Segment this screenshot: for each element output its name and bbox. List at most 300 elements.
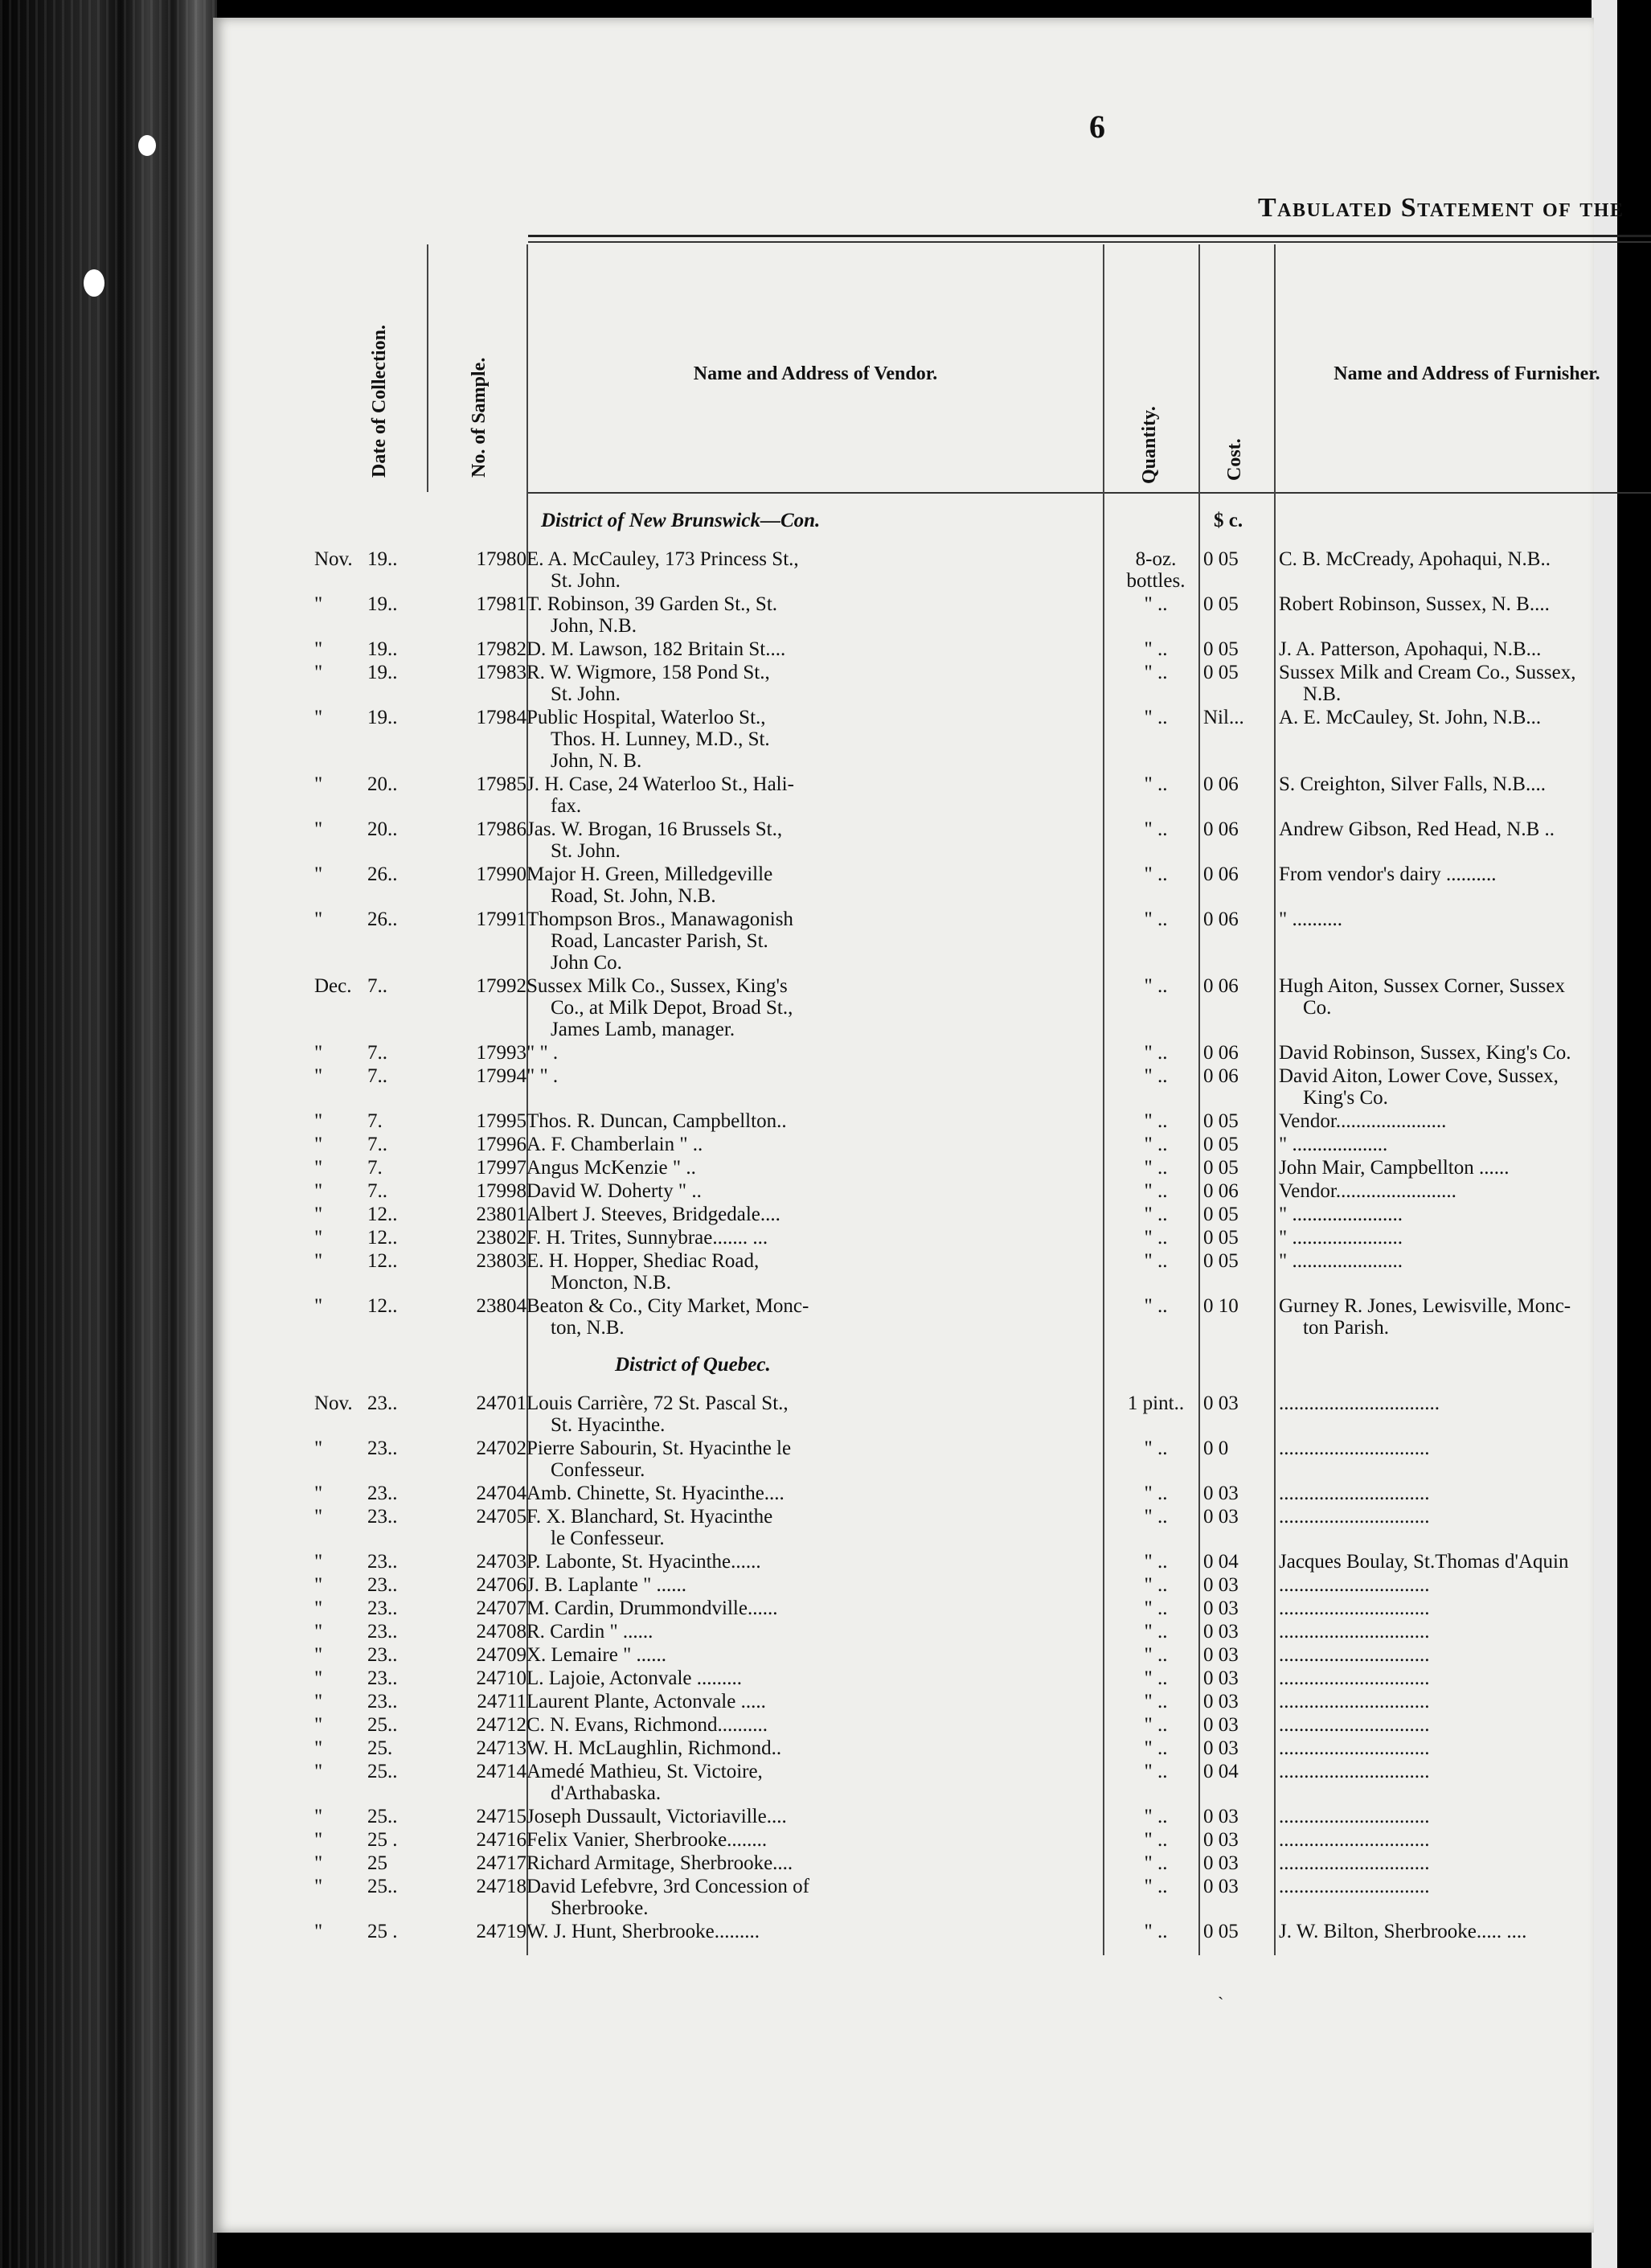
vendor-name-address-line: Louis Carrière, 72 St. Pascal St., [526, 1392, 789, 1414]
furnisher-name-address-line: Andrew Gibson, Red Head, N.B .. [1279, 818, 1555, 840]
vendor-name-address-line: F. X. Blanchard, St. Hyacinthe [526, 1506, 773, 1528]
quantity [1112, 1110, 1200, 1132]
vendor-name-address-line: Sherbrooke. [551, 1897, 649, 1919]
vendor-name-address-line: David Lefebvre, 3rd Concession of [526, 1876, 809, 1897]
vendor-name-address [526, 1157, 1101, 1179]
quantity-line: " .. [1144, 1921, 1168, 1942]
furnisher-name-address-line: Vendor........................ [1279, 1180, 1456, 1202]
sample-number: 17985 [476, 773, 526, 795]
quantity-line: " .. [1144, 1110, 1168, 1132]
vendor-name-address-line: Laurent Plante, Actonvale ..... [526, 1691, 766, 1712]
page-number: 6 [1089, 109, 1105, 145]
vendor-name-address-line: Felix Vanier, Sherbrooke........ [526, 1829, 768, 1851]
collection-day: 19.. [367, 638, 398, 660]
furnisher-name-address [1279, 707, 1651, 728]
collection-day: 23.. [367, 1574, 398, 1596]
furnisher-name-address [1279, 1506, 1651, 1528]
cost: 0 03 [1203, 1714, 1239, 1736]
cost: 0 03 [1203, 1829, 1239, 1851]
quantity-line: " .. [1144, 1761, 1168, 1782]
quantity [1112, 1227, 1200, 1249]
cost: 0 05 [1203, 548, 1239, 570]
quantity-line: " .. [1144, 1621, 1168, 1643]
collection-month: " [314, 1621, 323, 1643]
vendor-name-address-line: Amb. Chinette, St. Hyacinthe.... [526, 1483, 785, 1504]
quantity [1112, 908, 1200, 930]
quantity-line: " .. [1144, 638, 1168, 660]
vendor-name-address-line: X. Lemaire " ...... [526, 1644, 667, 1666]
vendor-name-address-line: fax. [551, 795, 582, 817]
sample-number: 23801 [476, 1204, 526, 1225]
furnisher-name-address [1279, 1134, 1651, 1155]
sample-number: 24713 [476, 1737, 526, 1759]
cost: 0 03 [1203, 1506, 1239, 1528]
furnisher-name-address [1279, 1644, 1651, 1666]
sample-number: 24701 [476, 1392, 526, 1414]
collection-month: " [314, 1065, 323, 1087]
collection-day: 19.. [367, 707, 398, 728]
furnisher-name-address [1279, 1852, 1651, 1874]
cost: 0 04 [1203, 1761, 1239, 1782]
quantity-line: " .. [1144, 1574, 1168, 1596]
quantity [1112, 1876, 1200, 1897]
collection-day: 7.. [367, 1042, 387, 1064]
collection-month: " [314, 1876, 323, 1897]
sample-number: 24707 [476, 1597, 526, 1619]
furnisher-name-address [1279, 1876, 1651, 1897]
furnisher-name-address [1279, 1761, 1651, 1782]
column-divider [1103, 244, 1104, 1955]
furnisher-name-address [1279, 1691, 1651, 1712]
cost: 0 06 [1203, 1180, 1239, 1202]
vendor-name-address-line: Major H. Green, Milledgeville [526, 863, 773, 885]
sample-number: 24718 [476, 1876, 526, 1897]
vendor-name-address-line: Pierre Sabourin, St. Hyacinthe le [526, 1437, 792, 1459]
cost: 0 0 [1203, 1437, 1229, 1459]
vendor-name-address-line: Public Hospital, Waterloo St., [526, 707, 766, 728]
collection-month: " [314, 1110, 323, 1132]
sample-number: 17990 [476, 863, 526, 885]
furnisher-name-address [1279, 773, 1651, 795]
collection-month: " [314, 1714, 323, 1736]
furnisher-name-address-line: .............................. [1279, 1691, 1430, 1712]
collection-day: 23.. [367, 1597, 398, 1619]
collection-day: 20.. [367, 818, 398, 840]
collection-month: " [314, 638, 323, 660]
cost: 0 05 [1203, 1204, 1239, 1225]
sample-number: 17982 [476, 638, 526, 660]
furnisher-name-address [1279, 1110, 1651, 1132]
collection-day: 25 . [367, 1829, 398, 1851]
vendor-name-address-line: John, N. B. [551, 750, 642, 772]
vendor-name-address-line: Thos. R. Duncan, Campbellton.. [526, 1110, 787, 1132]
quantity-line: " .. [1144, 662, 1168, 683]
quantity-line: " .. [1144, 773, 1168, 795]
vendor-name-address [526, 1134, 1101, 1155]
quantity [1112, 1134, 1200, 1155]
furnisher-name-address-line: .............................. [1279, 1644, 1430, 1666]
furnisher-name-address-line: J. A. Patterson, Apohaqui, N.B... [1279, 638, 1542, 660]
vendor-name-address-line: St. John. [551, 840, 621, 862]
vendor-name-address-line: James Lamb, manager. [551, 1019, 735, 1040]
collection-day: 12.. [367, 1295, 398, 1317]
vendor-name-address [526, 1806, 1101, 1827]
furnisher-name-address-line: .............................. [1279, 1761, 1430, 1782]
collection-day: 19.. [367, 662, 398, 683]
furnisher-name-address-line: Vendor...................... [1279, 1110, 1447, 1132]
quantity [1112, 975, 1200, 997]
vendor-name-address-line: John Co. [551, 952, 622, 974]
vendor-name-address-line: St. Hyacinthe. [551, 1414, 666, 1436]
quantity [1112, 1829, 1200, 1851]
sample-number: 17993 [476, 1042, 526, 1064]
vendor-name-address-line: W. J. Hunt, Sherbrooke......... [526, 1921, 760, 1942]
vendor-name-address [526, 1295, 1101, 1339]
quantity [1112, 1574, 1200, 1596]
furnisher-name-address [1279, 1483, 1651, 1504]
header-furnisher: Name and Address of Furnisher. [1334, 363, 1600, 384]
sample-number: 24712 [476, 1714, 526, 1736]
collection-day: 25 . [367, 1921, 398, 1942]
furnisher-name-address-line: " ...................... [1279, 1204, 1403, 1225]
quantity-line: " .. [1144, 1157, 1168, 1179]
quantity-line: " .. [1144, 975, 1168, 997]
vendor-name-address-line: John, N.B. [551, 615, 637, 637]
header-quantity: Quantity. [1139, 406, 1160, 484]
cost: 0 05 [1203, 1110, 1239, 1132]
furnisher-name-address-line: " ...................... [1279, 1227, 1403, 1249]
furnisher-name-address [1279, 1829, 1651, 1851]
vendor-name-address-line: Beaton & Co., City Market, Monc- [526, 1295, 809, 1317]
quantity-line: " .. [1144, 1806, 1168, 1827]
sample-number: 17992 [476, 975, 526, 997]
cost: 0 03 [1203, 1737, 1239, 1759]
collection-month: " [314, 863, 323, 885]
sample-number: 24708 [476, 1621, 526, 1643]
collection-month: " [314, 1134, 323, 1155]
collection-day: 26.. [367, 908, 398, 930]
quantity-line: " .. [1144, 1667, 1168, 1689]
vendor-name-address-line: d'Arthabaska. [551, 1782, 662, 1804]
vendor-name-address [526, 773, 1101, 817]
vendor-name-address-line: Angus McKenzie " .. [526, 1157, 696, 1179]
quantity [1112, 863, 1200, 885]
quantity-line: " .. [1144, 1134, 1168, 1155]
cost: 0 06 [1203, 773, 1239, 795]
sample-number: 17997 [476, 1157, 526, 1179]
furnisher-name-address [1279, 1204, 1651, 1225]
quantity [1112, 1506, 1200, 1528]
sample-number: 17984 [476, 707, 526, 728]
cost: 0 05 [1203, 638, 1239, 660]
header-cost: Cost. [1224, 438, 1245, 481]
sample-number: 17998 [476, 1180, 526, 1202]
vendor-name-address [526, 1667, 1101, 1689]
vendor-name-address [526, 863, 1101, 907]
quantity [1112, 638, 1200, 660]
header-top-rule-2 [528, 241, 1651, 243]
collection-day: 23.. [367, 1483, 398, 1504]
sample-number: 24703 [476, 1551, 526, 1573]
vendor-name-address [526, 1921, 1101, 1942]
vendor-name-address-line: David W. Doherty " .. [526, 1180, 702, 1202]
sample-number: 17981 [476, 593, 526, 615]
quantity-line: 8-oz. [1135, 548, 1177, 570]
furnisher-name-address-line: .............................. [1279, 1667, 1430, 1689]
furnisher-name-address [1279, 1157, 1651, 1179]
sample-number: 17983 [476, 662, 526, 683]
furnisher-name-address-line: .............................. [1279, 1876, 1430, 1897]
furnisher-name-address [1279, 1392, 1651, 1414]
sample-number: 24715 [476, 1806, 526, 1827]
collection-day: 19.. [367, 548, 398, 570]
collection-month: " [314, 908, 323, 930]
furnisher-name-address [1279, 1551, 1651, 1573]
vendor-name-address [526, 1204, 1101, 1225]
sample-number: 24710 [476, 1667, 526, 1689]
cost: 0 06 [1203, 975, 1239, 997]
cost: 0 05 [1203, 1227, 1239, 1249]
quantity [1112, 548, 1200, 592]
collection-day: 23.. [367, 1644, 398, 1666]
quantity [1112, 1667, 1200, 1689]
cost: 0 05 [1203, 1921, 1239, 1942]
header-sample-number: No. of Sample. [469, 357, 490, 478]
furnisher-name-address [1279, 1806, 1651, 1827]
section-title-new-brunswick: District of New Brunswick—Con. [541, 510, 821, 531]
vendor-name-address-line: Sussex Milk Co., Sussex, King's [526, 975, 788, 997]
furnisher-name-address-line: N.B. [1303, 683, 1342, 705]
collection-month: " [314, 1597, 323, 1619]
furnisher-name-address [1279, 1574, 1651, 1596]
vendor-name-address-line: Albert J. Steeves, Bridgedale.... [526, 1204, 780, 1225]
furnisher-name-address-line: .............................. [1279, 1829, 1430, 1851]
vendor-name-address [526, 908, 1101, 974]
collection-day: 25.. [367, 1806, 398, 1827]
furnisher-name-address-line: .............................. [1279, 1621, 1430, 1643]
vendor-name-address-line: St. John. [551, 683, 621, 705]
quantity [1112, 1295, 1200, 1317]
sample-number: 24709 [476, 1644, 526, 1666]
quantity-line: " .. [1144, 1852, 1168, 1874]
sample-number: 17980 [476, 548, 526, 570]
quantity [1112, 1737, 1200, 1759]
vendor-name-address-line: Moncton, N.B. [551, 1272, 671, 1294]
quantity [1112, 1761, 1200, 1782]
furnisher-name-address [1279, 593, 1651, 615]
furnisher-name-address-line: " .......... [1279, 908, 1342, 930]
vendor-name-address [526, 1483, 1101, 1504]
cost: 0 05 [1203, 1157, 1239, 1179]
collection-day: 25.. [367, 1876, 398, 1897]
quantity [1112, 1392, 1200, 1414]
vendor-name-address [526, 662, 1101, 705]
collection-month: " [314, 593, 323, 615]
furnisher-name-address [1279, 662, 1651, 705]
collection-month: " [314, 1737, 323, 1759]
furnisher-name-address-line: ton Parish. [1303, 1317, 1389, 1339]
cost-unit-header: $ c. [1214, 510, 1243, 531]
collection-day: 7. [367, 1157, 383, 1179]
vendor-name-address [526, 1110, 1101, 1132]
collection-month: " [314, 1437, 323, 1459]
furnisher-name-address-line: .............................. [1279, 1506, 1430, 1528]
collection-day: 23.. [367, 1392, 398, 1414]
collection-day: 23.. [367, 1621, 398, 1643]
quantity-line: " .. [1144, 1506, 1168, 1528]
quantity-line: " .. [1144, 1042, 1168, 1064]
cost: 0 03 [1203, 1597, 1239, 1619]
vendor-name-address [526, 593, 1101, 637]
vendor-name-address-line: Jas. W. Brogan, 16 Brussels St., [526, 818, 783, 840]
furnisher-name-address-line: Sussex Milk and Cream Co., Sussex, [1279, 662, 1576, 683]
cost: 0 03 [1203, 1876, 1239, 1897]
vendor-name-address-line: L. Lajoie, Actonvale ......... [526, 1667, 742, 1689]
quantity-line: " .. [1144, 1737, 1168, 1759]
column-divider [427, 244, 428, 492]
scan-speck [84, 269, 104, 297]
furnisher-name-address [1279, 1921, 1651, 1942]
cost: Nil... [1203, 707, 1244, 728]
quantity [1112, 707, 1200, 728]
collection-day: 7.. [367, 975, 387, 997]
quantity-line: " .. [1144, 1204, 1168, 1225]
quantity [1112, 1437, 1200, 1459]
collection-month: " [314, 1295, 323, 1317]
furnisher-name-address-line: .............................. [1279, 1714, 1430, 1736]
collection-day: 20.. [367, 773, 398, 795]
cost: 0 06 [1203, 818, 1239, 840]
collection-month: " [314, 818, 323, 840]
collection-day: 7.. [367, 1134, 387, 1155]
furnisher-name-address-line: .............................. [1279, 1806, 1430, 1827]
sample-number: 24714 [476, 1761, 526, 1782]
quantity-line: " .. [1144, 863, 1168, 885]
header-vendor: Name and Address of Vendor. [693, 363, 938, 384]
furnisher-name-address [1279, 1621, 1651, 1643]
quantity-line: " .. [1144, 1180, 1168, 1202]
collection-month: " [314, 1042, 323, 1064]
cost: 0 03 [1203, 1691, 1239, 1712]
quantity [1112, 1806, 1200, 1827]
furnisher-name-address-line: Robert Robinson, Sussex, N. B.... [1279, 593, 1550, 615]
furnisher-name-address [1279, 1042, 1651, 1064]
furnisher-name-address [1279, 1227, 1651, 1249]
sample-number: 17995 [476, 1110, 526, 1132]
quantity [1112, 1042, 1200, 1064]
collection-month: " [314, 1667, 323, 1689]
quantity [1112, 1204, 1200, 1225]
vendor-name-address-line: R. W. Wigmore, 158 Pond St., [526, 662, 770, 683]
furnisher-name-address [1279, 1437, 1651, 1459]
furnisher-name-address [1279, 1597, 1651, 1619]
collection-month: Dec. [314, 975, 352, 997]
vendor-name-address [526, 1761, 1101, 1804]
collection-month: " [314, 1506, 323, 1528]
vendor-name-address [526, 1250, 1101, 1294]
vendor-name-address [526, 707, 1101, 772]
furnisher-name-address-line: Gurney R. Jones, Lewisville, Monc- [1279, 1295, 1571, 1317]
collection-day: 23.. [367, 1551, 398, 1573]
quantity [1112, 773, 1200, 795]
vendor-name-address-line: M. Cardin, Drummondville...... [526, 1597, 778, 1619]
collection-month: " [314, 1644, 323, 1666]
collection-month: " [314, 1483, 323, 1504]
header-date-of-collection: Date of Collection. [369, 325, 390, 478]
furnisher-name-address-line: .............................. [1279, 1437, 1430, 1459]
vendor-name-address [526, 638, 1101, 660]
cost: 0 10 [1203, 1295, 1239, 1317]
quantity-line: " .. [1144, 1295, 1168, 1317]
furnisher-name-address-line: David Aiton, Lower Cove, Sussex, [1279, 1065, 1559, 1087]
cost: 0 06 [1203, 1042, 1239, 1064]
collection-month: " [314, 1921, 323, 1942]
vendor-name-address-line: ton, N.B. [551, 1317, 625, 1339]
sample-number: 17991 [476, 908, 526, 930]
vendor-name-address-line: Confesseur. [551, 1459, 645, 1481]
sample-number: 24704 [476, 1483, 526, 1504]
quantity [1112, 1644, 1200, 1666]
quantity [1112, 1714, 1200, 1736]
vendor-name-address-line: J. B. Laplante " ...... [526, 1574, 687, 1596]
quantity [1112, 662, 1200, 683]
furnisher-name-address [1279, 908, 1651, 930]
furnisher-name-address [1279, 1737, 1651, 1759]
collection-month: " [314, 662, 323, 683]
collection-month: " [314, 1852, 323, 1874]
vendor-name-address [526, 1065, 1101, 1087]
collection-day: 23.. [367, 1437, 398, 1459]
quantity-line: " .. [1144, 1483, 1168, 1504]
quantity-line: " .. [1144, 1227, 1168, 1249]
header-bottom-rule [528, 492, 1651, 494]
vendor-name-address [526, 975, 1101, 1040]
cost: 0 05 [1203, 1250, 1239, 1272]
quantity-line: " .. [1144, 1437, 1168, 1459]
quantity-line: " .. [1144, 1714, 1168, 1736]
quantity-line: " .. [1144, 593, 1168, 615]
cost: 0 03 [1203, 1667, 1239, 1689]
sample-number: 23804 [476, 1295, 526, 1317]
quantity-line: " .. [1144, 1597, 1168, 1619]
vendor-name-address [526, 818, 1101, 862]
sample-number: 23803 [476, 1250, 526, 1272]
vendor-name-address-line: R. Cardin " ...... [526, 1621, 653, 1643]
sample-number: 24717 [476, 1852, 526, 1874]
furnisher-name-address-line: S. Creighton, Silver Falls, N.B.... [1279, 773, 1546, 795]
collection-month: " [314, 1204, 323, 1225]
furnisher-name-address-line: " ...................... [1279, 1250, 1403, 1272]
collection-month: " [314, 1157, 323, 1179]
cost: 0 03 [1203, 1644, 1239, 1666]
vendor-name-address-line: " " . [526, 1042, 559, 1064]
collection-day: 12.. [367, 1227, 398, 1249]
furnisher-name-address-line: Jacques Boulay, St.Thomas d'Aquin [1279, 1551, 1569, 1573]
furnisher-name-address [1279, 1065, 1651, 1109]
cost: 0 05 [1203, 662, 1239, 683]
vendor-name-address [526, 1180, 1101, 1202]
cost: 0 03 [1203, 1806, 1239, 1827]
vendor-name-address [526, 1644, 1101, 1666]
quantity-line: " .. [1144, 908, 1168, 930]
furnisher-name-address [1279, 1295, 1651, 1339]
quantity-line: 1 pint.. [1127, 1392, 1185, 1414]
cost: 0 03 [1203, 1574, 1239, 1596]
header-top-rule [528, 235, 1651, 237]
sample-number: 24705 [476, 1506, 526, 1528]
sample-number: 23802 [476, 1227, 526, 1249]
vendor-name-address-line: Amedé Mathieu, St. Victoire, [526, 1761, 763, 1782]
